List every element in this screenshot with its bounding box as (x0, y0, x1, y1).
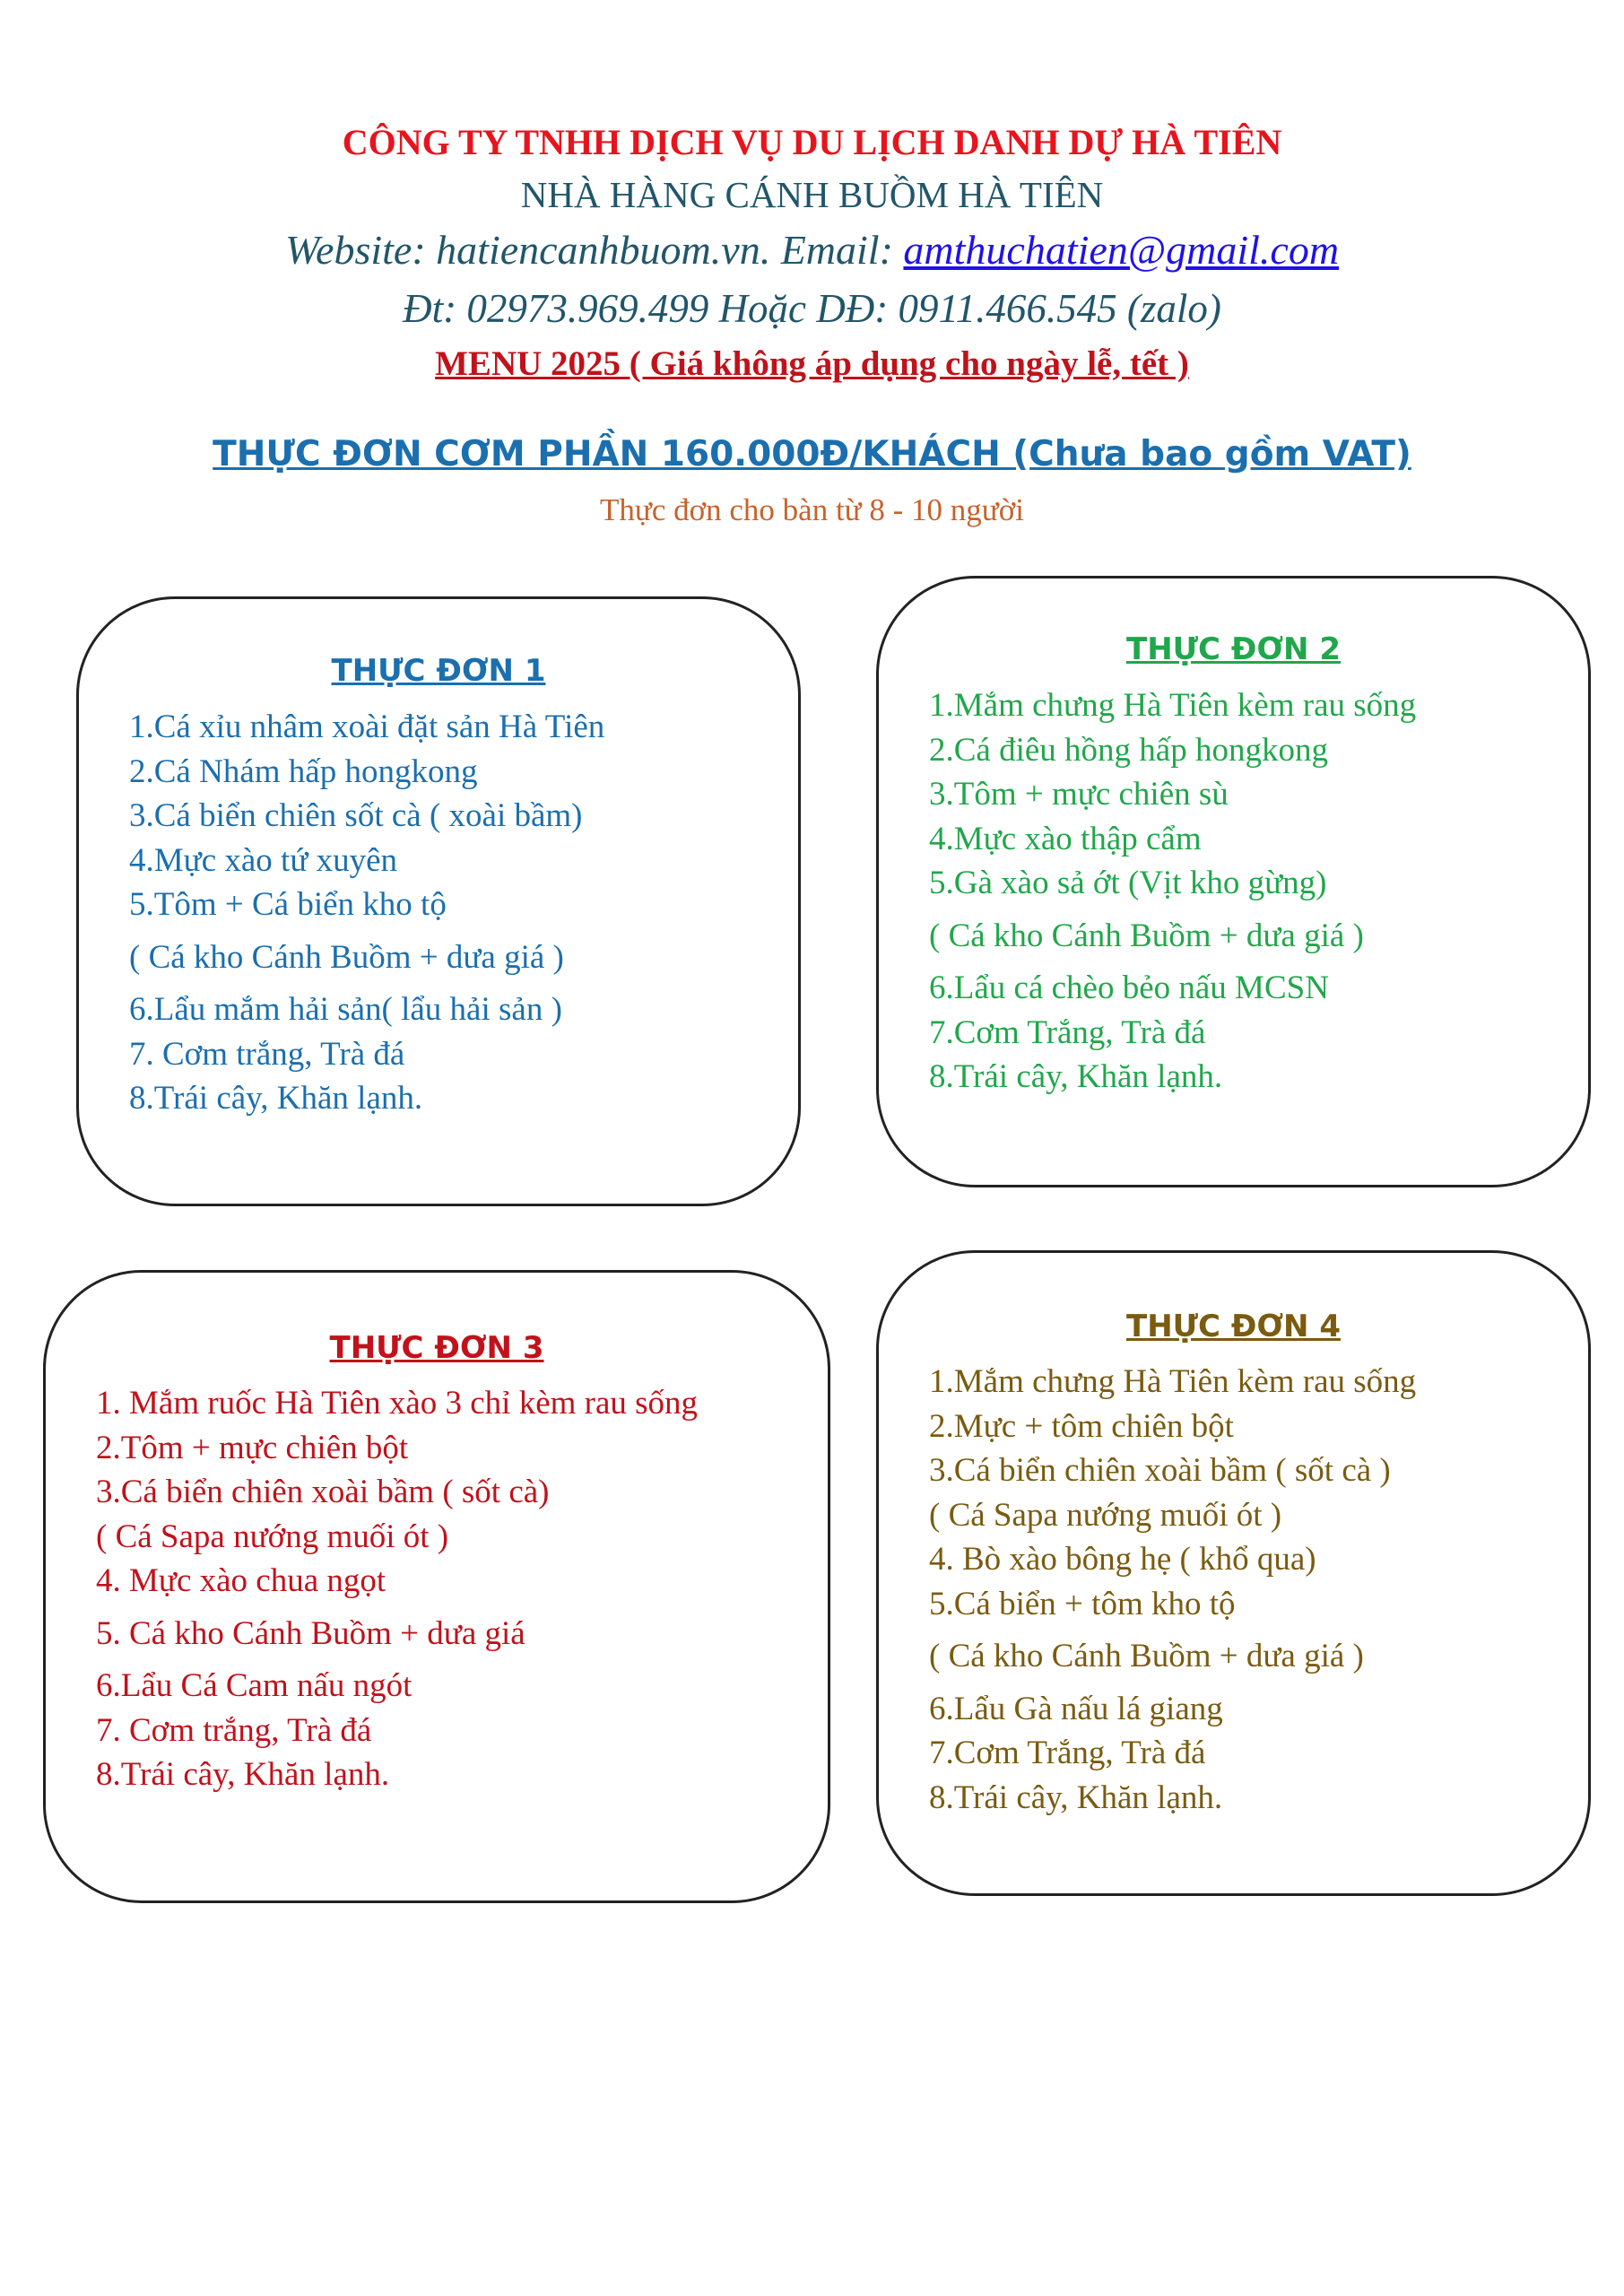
menu-item: 8.Trái cây, Khăn lạnh. (129, 1080, 423, 1117)
menu-item: 7. Cơm trắng, Trà đá (96, 1711, 372, 1749)
menu-item: 3.Cá biển chiên xoài bầm ( sốt cà ) (929, 1452, 1391, 1489)
menu-item-list (929, 1360, 1579, 1820)
menu-item: 2.Tôm + mực chiên bột (96, 1429, 409, 1466)
menu-item: 8.Trái cây, Khăn lạnh. (929, 1058, 1223, 1095)
menu-item: ( Cá kho Cánh Buồm + dưa giá ) (129, 938, 564, 976)
menu-item: 1.Mắm chưng Hà Tiên kèm rau sống (929, 1363, 1417, 1400)
contact-website (0, 226, 1624, 274)
menu-item: 6.Lẩu Cá Cam nấu ngót (96, 1667, 413, 1704)
menu-year-note: MENU 2025 ( Giá không áp dụng cho ngày lễ, tết ) (435, 344, 1189, 383)
menu-item: 7. Cơm trắng, Trà đá (129, 1035, 405, 1073)
menu-item: 5.Cá biển + tôm kho tộ (929, 1585, 1236, 1622)
menu-item-list (96, 1381, 819, 1797)
menu-item: 4.Mực xào thập cẩm (929, 820, 1202, 857)
menu-card-title: THỰC ĐƠN 4 (1126, 1309, 1341, 1344)
menu-item: 2.Cá điêu hồng hấp hongkong (929, 731, 1328, 769)
menu-item: 8.Trái cây, Khăn lạnh. (929, 1779, 1223, 1816)
menu-item: 1.Cá xỉu nhâm xoài đặt sản Hà Tiên (129, 709, 605, 745)
restaurant-name: NHÀ HÀNG CÁNH BUỒM HÀ TIÊN (520, 174, 1104, 215)
menu-card-title: THỰC ĐƠN 3 (329, 1330, 544, 1366)
menu-item: 5.Tôm + Cá biển kho tộ (129, 886, 447, 923)
menu-card-title: THỰC ĐƠN 1 (331, 653, 546, 689)
menu-card-4 (876, 1250, 1591, 1896)
menu-item: ( Cá Sapa nướng muối ót ) (929, 1496, 1282, 1534)
menu-item: 3.Tôm + mực chiên sù (929, 776, 1229, 813)
menu-item: 7.Cơm Trắng, Trà đá (929, 1013, 1206, 1051)
menu-item: 2.Mực + tôm chiên bột (929, 1407, 1234, 1445)
company-name: CÔNG TY TNHH DỊCH VỤ DU LỊCH DANH DỰ HÀ TIÊN (342, 122, 1282, 162)
email-link[interactable]: amthuchatien@gmail.com (903, 227, 1340, 273)
menu-item: 6.Lẩu Gà nấu lá giang (929, 1690, 1223, 1727)
menu-item: 4. Bò xào bông hẹ ( khổ qua) (929, 1541, 1316, 1578)
menu-item: 5. Cá kho Cánh Buồm + dưa giá (96, 1614, 525, 1652)
menu-card-title: THỰC ĐƠN 2 (1126, 631, 1341, 667)
menu-item: 7.Cơm Trắng, Trà đá (929, 1735, 1206, 1771)
menu-item: 3.Cá biển chiên xoài bầm ( sốt cà) (96, 1474, 550, 1510)
contact-phone: Đt: 02973.969.499 Hoặc DĐ: 0911.466.545 (zalo) (403, 286, 1221, 331)
menu-item: 8.Trái cây, Khăn lạnh. (96, 1756, 390, 1793)
menu-item-list (929, 683, 1579, 1100)
set-menu-subtitle: Thực đơn cho bàn từ 8 - 10 người (599, 492, 1024, 527)
menu-item: 6.Lẩu mắm hải sản( lẩu hải sản ) (129, 991, 562, 1028)
menu-item-list (129, 705, 789, 1121)
menu-item: 4.Mực xào tứ xuyên (129, 841, 398, 879)
menu-item: 5.Gà xào sả ớt (Vịt kho gừng) (929, 865, 1327, 901)
website-text: Website: hatiencanhbuom.vn. Email: (284, 227, 904, 273)
menu-item: 1.Mắm chưng Hà Tiên kèm rau sống (929, 687, 1417, 724)
menu-item: ( Cá kho Cánh Buồm + dưa giá ) (929, 917, 1364, 954)
menu-item: 4. Mực xào chua ngọt (96, 1562, 386, 1599)
menu-card-3 (43, 1270, 830, 1903)
menu-item: ( Cá Sapa nướng muối ót ) (96, 1518, 449, 1555)
set-menu-title: THỰC ĐƠN CƠM PHẦN 160.000Đ/KHÁCH (Chưa bao gồm VAT) (213, 434, 1411, 474)
menu-item: 1. Mắm ruốc Hà Tiên xào 3 chỉ kèm rau sống (96, 1385, 699, 1422)
menu-item: ( Cá kho Cánh Buồm + dưa giá ) (929, 1638, 1364, 1674)
menu-item: 2.Cá Nhám hấp hongkong (129, 752, 478, 790)
menu-card-2 (876, 576, 1591, 1187)
menu-item: 3.Cá biển chiên sốt cà ( xoài bầm) (129, 797, 583, 834)
menu-item: 6.Lẩu cá chèo bẻo nấu MCSN (929, 970, 1329, 1006)
menu-card-1 (76, 596, 801, 1206)
